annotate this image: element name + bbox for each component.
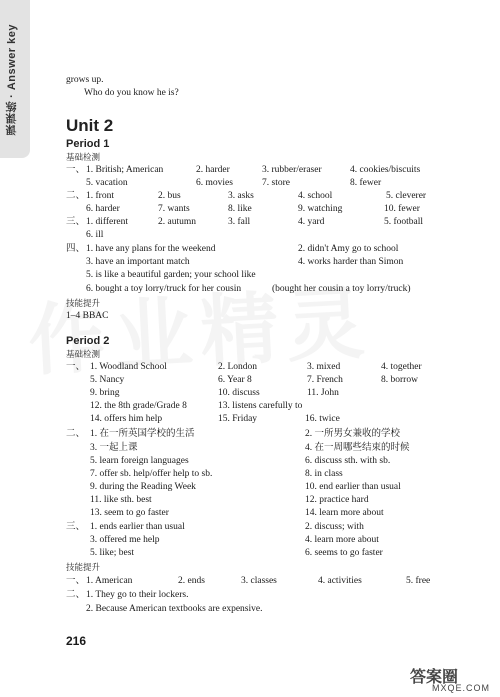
answer: 6. seems to go faster: [305, 548, 383, 558]
answer: 6. Year 8: [218, 375, 252, 385]
answer: 8. like: [228, 204, 252, 214]
answer: 5. cleverer: [386, 191, 427, 201]
answer: 8. fewer: [350, 178, 382, 188]
answer: 4. yard: [298, 217, 325, 227]
p2-basic-heading: 基础检测: [66, 349, 101, 359]
answer: 1. different: [86, 217, 129, 227]
side-tab: [0, 0, 30, 158]
answer: 9. watching: [298, 204, 343, 214]
p2-sk1-label: 一、: [66, 576, 86, 586]
answer: 3. rubber/eraser: [262, 165, 322, 175]
p1-s2-label: 二、: [66, 191, 86, 201]
answer: 1. British; American: [86, 165, 164, 175]
answer: 2. harder: [196, 165, 230, 175]
answer: 10. end earlier than usual: [305, 482, 401, 492]
answer: 4. 在一周哪些结束的时候: [305, 443, 410, 453]
answer: 16. twice: [305, 414, 340, 424]
p1-s1-label: 一、: [66, 165, 86, 175]
p2-sk2-label: 二、: [66, 590, 86, 600]
answer: 2. London: [218, 362, 258, 372]
answer: 2. autumn: [158, 217, 196, 227]
answer: 2. discuss; with: [305, 522, 364, 532]
p2-s2-label: 二、: [66, 429, 86, 439]
answer: 2. Because American textbooks are expensive.: [86, 604, 263, 614]
answer: 5. free: [406, 576, 431, 586]
answer: 2. ends: [178, 576, 205, 586]
p1-skills-heading: 技能提升: [66, 298, 101, 308]
answer: 11. John: [307, 388, 339, 398]
answer: 5. football: [384, 217, 424, 227]
p2-skills-heading: 技能提升: [66, 562, 101, 572]
answer: 3. have an important match: [86, 257, 190, 267]
answer: 4. works harder than Simon: [298, 257, 404, 267]
answer: 1. front: [86, 191, 114, 201]
answer: 9. bring: [90, 388, 120, 398]
p1-s4-label: 四、: [66, 244, 86, 254]
answer: 12. the 8th grade/Grade 8: [90, 401, 187, 411]
answer: 6. discuss sth. with sb.: [305, 456, 391, 466]
answer: 7. offer sb. help/offer help to sb.: [90, 469, 213, 479]
period-2-title: Period 2: [66, 335, 110, 347]
answer: 14. learn more about: [305, 508, 384, 518]
answer: (bought her cousin a toy lorry/truck): [272, 284, 411, 294]
answer: 5. Nancy: [90, 375, 125, 385]
answer: 5. like; best: [90, 548, 135, 558]
answer: 3. 一起上课: [90, 443, 138, 453]
answer: 8. in class: [305, 469, 343, 479]
answer: 14. offers him help: [90, 414, 163, 424]
answer: 2. 一所男女兼收的学校: [305, 429, 401, 439]
answer: 13. listens carefully to: [218, 401, 303, 411]
site-logo: 答案圈: [410, 667, 459, 686]
unit-title: Unit 2: [66, 116, 114, 135]
p2-s3-label: 三、: [66, 522, 86, 532]
answer: 1. They go to their lockers.: [86, 590, 189, 600]
answer: 6. harder: [86, 204, 120, 214]
answer: 9. during the Reading Week: [90, 482, 196, 492]
answer: 6. movies: [196, 178, 233, 188]
answer: 10. discuss: [218, 388, 260, 398]
answer: 3. mixed: [307, 362, 341, 372]
p1-s3-label: 三、: [66, 217, 86, 227]
answer: 11. like sth. best: [90, 495, 152, 505]
answer: 4. cookies/biscuits: [350, 165, 421, 175]
answer: 2. didn't Amy go to school: [298, 244, 399, 254]
answer: 10. fewer: [384, 204, 420, 214]
answer: 15. Friday: [218, 414, 258, 424]
answer: 3. asks: [228, 191, 254, 201]
answer: 5. learn foreign languages: [90, 456, 189, 466]
answer: 12. practice hard: [305, 495, 369, 505]
site-logo-url: MXQE.COM: [432, 683, 491, 693]
answer: 1. Woodland School: [90, 362, 167, 372]
header-line-1: grows up.: [66, 75, 104, 85]
answer: 2. bus: [158, 191, 181, 201]
answer: 1. American: [86, 576, 133, 586]
answer: 1. have any plans for the weekend: [86, 244, 216, 254]
p1-skills-answer: 1–4 BBAC: [66, 311, 109, 321]
answer: 1. ends earlier than usual: [90, 522, 185, 532]
answer: 7. wants: [158, 204, 190, 214]
side-tab-label: 课课练 · Answer key: [6, 24, 18, 136]
page-number: 216: [66, 634, 87, 648]
p1-basic-heading: 基础检测: [66, 152, 101, 162]
header-line-2: Who do you know he is?: [84, 88, 179, 98]
answer: 3. fall: [228, 217, 251, 227]
answer: 3. classes: [241, 576, 277, 586]
answer: 7. French: [307, 375, 343, 385]
answer: 4. learn more about: [305, 535, 379, 545]
answer: 3. offered me help: [90, 535, 160, 545]
answer: 4. together: [381, 362, 422, 372]
period-1-title: Period 1: [66, 138, 110, 150]
p2-s1-label: 一、: [66, 362, 86, 372]
answer: 6. ill: [86, 230, 104, 240]
answer: 5. is like a beautiful garden; your school like: [86, 270, 256, 280]
answer: 1. 在一所英国学校的生活: [90, 429, 195, 439]
answer: 5. vacation: [86, 178, 128, 188]
answer: 13. seem to go faster: [90, 508, 169, 518]
answer: 7. store: [262, 178, 290, 188]
answer: 4. activities: [318, 576, 362, 586]
answer: 4. school: [298, 191, 333, 201]
answer: 8. borrow: [381, 375, 418, 385]
answer: 6. bought a toy lorry/truck for her cousin: [86, 284, 242, 294]
